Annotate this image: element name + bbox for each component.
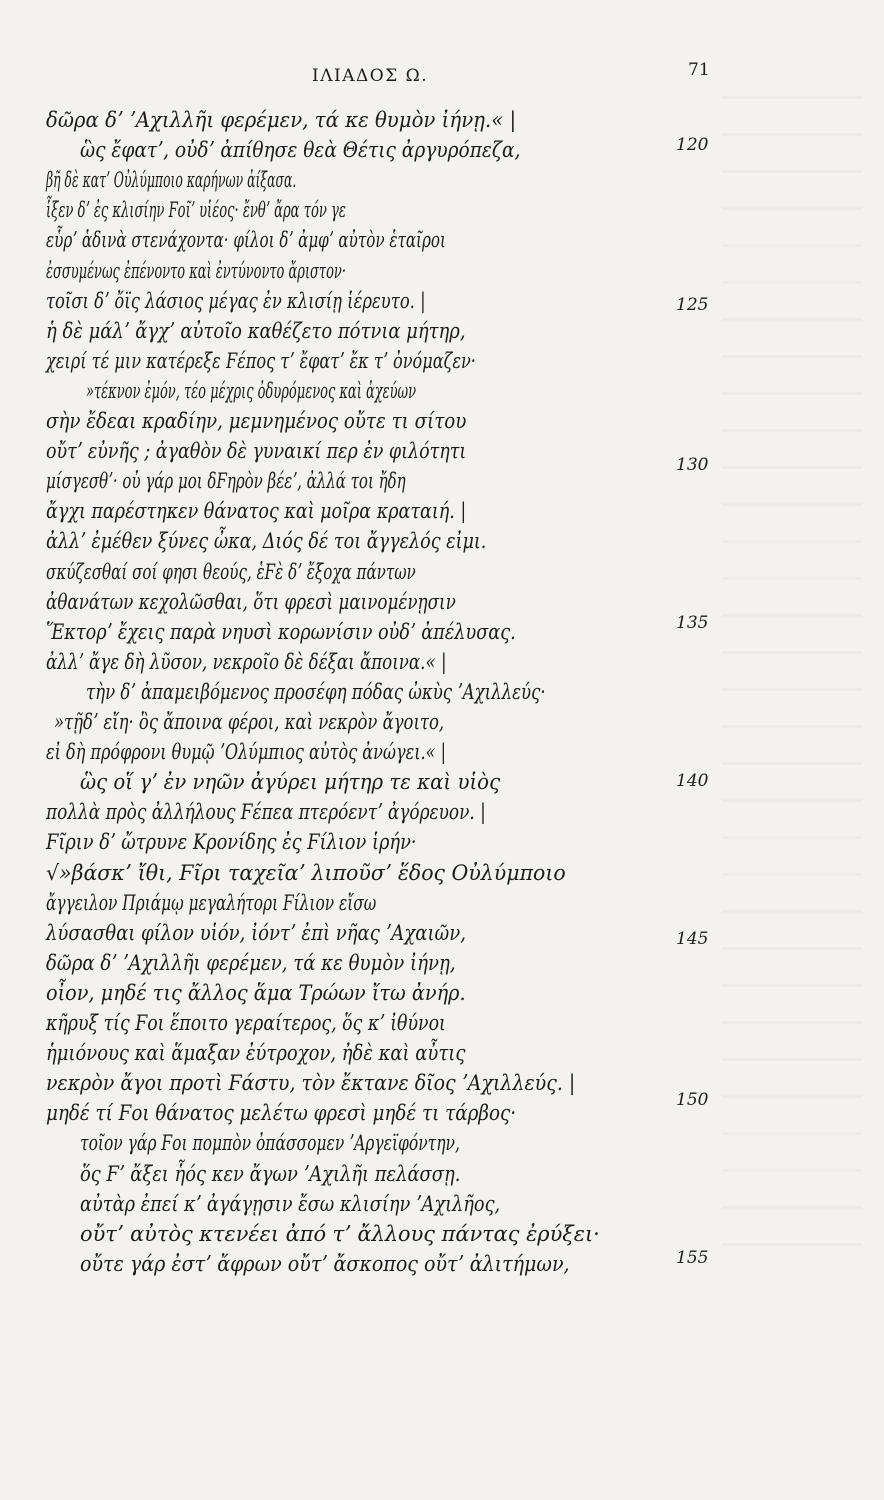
verse-line: »τέκνον ἐμόν, τέο μέχρις ὀδυρόμενος καὶ ἀχεύων <box>86 378 417 403</box>
verse-line: »τῇδʼ εἴη· ὃς ἄποινα φέροι, καὶ νεκρὸν ἄγοιτο, <box>54 710 445 734</box>
page-number: 71 <box>688 60 710 80</box>
verse-line: Ἕκτορʼ ἔχεις παρὰ νηυσὶ κορωνίσιν οὐδʼ ἀπέλυσας. <box>46 619 516 644</box>
verse-line: ἡμιόνους καὶ ἅμαξαν ἐύτροχον, ἠδὲ καὶ αὖτις <box>46 1041 466 1066</box>
verse-line: οὔτε γάρ ἐστʼ ἄφρων οὔτʼ ἄσκοπος οὔτʼ ἀλιτήμων, <box>80 1251 570 1276</box>
verse-line: κῆρυξ τίς Ϝοι ἕποιτο γεραίτερος, ὅς κʼ ἰθύνοι <box>46 1011 446 1035</box>
verse-line: σκύζεσθαί σοί φησι θεούς, ἑϜὲ δʼ ἔξοχα πάντων <box>46 559 416 584</box>
verse-line: ἀλλʼ ἄγε δὴ λῦσον, νεκροῖο δὲ δέξαι ἄποινα.« | <box>46 649 447 674</box>
verse-line: τοῖσι δʼ ὄϊς λάσιος μέγας ἐν κλισίῃ ἱέρευτο. | <box>46 288 426 313</box>
line-number: 130 <box>676 455 709 475</box>
line-number: 140 <box>676 771 709 791</box>
verse-line: πολλὰ πρὸς ἀλλήλους Ϝέπεα πτερόεντʼ ἀγόρευον. | <box>46 800 486 825</box>
verse-line: ὣς ἔφατʼ, οὐδʼ ἀπίθησε θεὰ Θέτις ἀργυρόπεζα, <box>80 138 521 163</box>
line-number: 135 <box>676 613 709 633</box>
verse-line: σὴν ἔδεαι κραδίην, μεμνημένος οὔτε τι σίτου <box>46 409 467 433</box>
verse-line: ἷξεν δʼ ἐς κλισίην Ϝοῖʼ υἱέος· ἔνθʼ ἄρα τόν γε <box>46 198 346 223</box>
verse-line: οἶον, μηδέ τις ἄλλος ἅμα Τρώων ἴτω ἀνήρ. <box>46 980 466 1005</box>
line-number: 120 <box>676 135 709 155</box>
verse-line: ἄγγειλον Πριάμῳ μεγαλήτορι Ϝίλιον εἴσω <box>46 890 377 915</box>
verse-line: αὐτὰρ ἐπεί κʼ ἀγάγῃσιν ἔσω κλισίην ʼΑχιλῆος, <box>80 1191 501 1216</box>
verse-line: μηδέ τί Ϝοι θάνατος μελέτω φρεσὶ μηδέ τι τάρβος· <box>46 1101 517 1126</box>
running-title: ΙΛΙΑΔΟΣ Ω. <box>312 66 429 86</box>
verse-line: εἰ δὴ πρόφρονι θυμῷ ʼΟλύμπιος αὐτὸς ἀνώγει.« | <box>46 740 446 765</box>
verse-line: ὅς Ϝʼ ἄξει ἧός κεν ἄγων ʼΑχιλῆι πελάσσῃ. <box>80 1161 461 1186</box>
verse-line: νεκρὸν ἄγοι προτὶ Ϝάστυ, τὸν ἔκτανε δῖος ʼΑχιλλεύς. | <box>46 1071 576 1096</box>
verse-line: δῶρα δʼ ʼΑχιλλῆι φερέμεν, τά κε θυμὸν ἰήνῃ.« | <box>46 108 517 132</box>
verse-line: μίσγεσθʼ· οὐ γάρ μοι δϜηρὸν βέεʼ, ἀλλά τοι ἤδη <box>46 469 406 494</box>
verse-line: οὔτʼ αὐτὸς κτενέει ἀπό τʼ ἄλλους πάντας ἐρύξει· <box>80 1221 600 1246</box>
line-number: 150 <box>676 1090 709 1110</box>
verse-line: ἀθανάτων κεχολῶσθαι, ὅτι φρεσὶ μαινομένῃσιν <box>46 589 456 614</box>
line-number: 125 <box>676 295 709 315</box>
verse-line: √»βάσκʼ ἴθι, Ϝῖρι ταχεῖαʼ λιποῦσʼ ἕδος Οὐλύμποιο <box>46 860 566 885</box>
verse-line: Ϝῖριν δʼ ὤτρυνε Κρονίδης ἐς Ϝίλιον ἱρήν· <box>46 830 417 855</box>
verse-line: ὣς οἵ γʼ ἐν νηῶν ἀγύρει μήτηρ τε καὶ υἱὸς <box>80 770 501 795</box>
verse-line: τὴν δʼ ἀπαμειβόμενος προσέφη πόδας ὠκὺς ʼΑχιλλεύς· <box>86 679 546 704</box>
verse-line: οὔτʼ εὐνῆς ; ἀγαθὸν δὲ γυναικί περ ἐν φιλότητι <box>46 439 467 464</box>
verse-line: βῆ δὲ κατʼ Οὐλύμποιο καρήνων ἀίξασα. <box>46 168 297 193</box>
verse-line: δῶρα δʼ ʼΑχιλλῆι φερέμεν, τά κε θυμὸν ἰήνῃ, <box>46 950 456 975</box>
verse-line: εὗρʼ ἁδινὰ στενάχοντα· φίλοι δʼ ἀμφʼ αὐτὸν ἑταῖροι <box>46 228 446 253</box>
verse-line: χειρί τέ μιν κατέρεξε Ϝέπος τʼ ἔφατʼ ἔκ τʼ ὀνόμαζεν· <box>46 348 476 373</box>
verse-line: ἐσσυμένως ἐπένοντο καὶ ἐντύνοντο ἄριστον· <box>46 258 346 283</box>
verse-line: τοῖον γάρ Ϝοι πομπὸν ὀπάσσομεν ʼΑργεϊφόντην, <box>80 1131 460 1156</box>
line-number: 145 <box>676 929 709 949</box>
verse-line: ἀλλʼ ἐμέθεν ξύνες ὦκα, Διός δέ τοι ἄγγελός εἰμι. <box>46 529 487 554</box>
line-number: 155 <box>676 1248 709 1268</box>
verse-line: ἡ δὲ μάλʼ ἄγχʼ αὐτοῖο καθέζετο πότνια μήτηρ, <box>46 318 466 343</box>
verse-line: λύσασθαι φίλον υἱόν, ἰόντʼ ἐπὶ νῆας ʼΑχαιῶν, <box>46 920 466 945</box>
verse-line: ἄγχι παρέστηκεν θάνατος καὶ μοῖρα κραταιή. | <box>46 499 467 524</box>
